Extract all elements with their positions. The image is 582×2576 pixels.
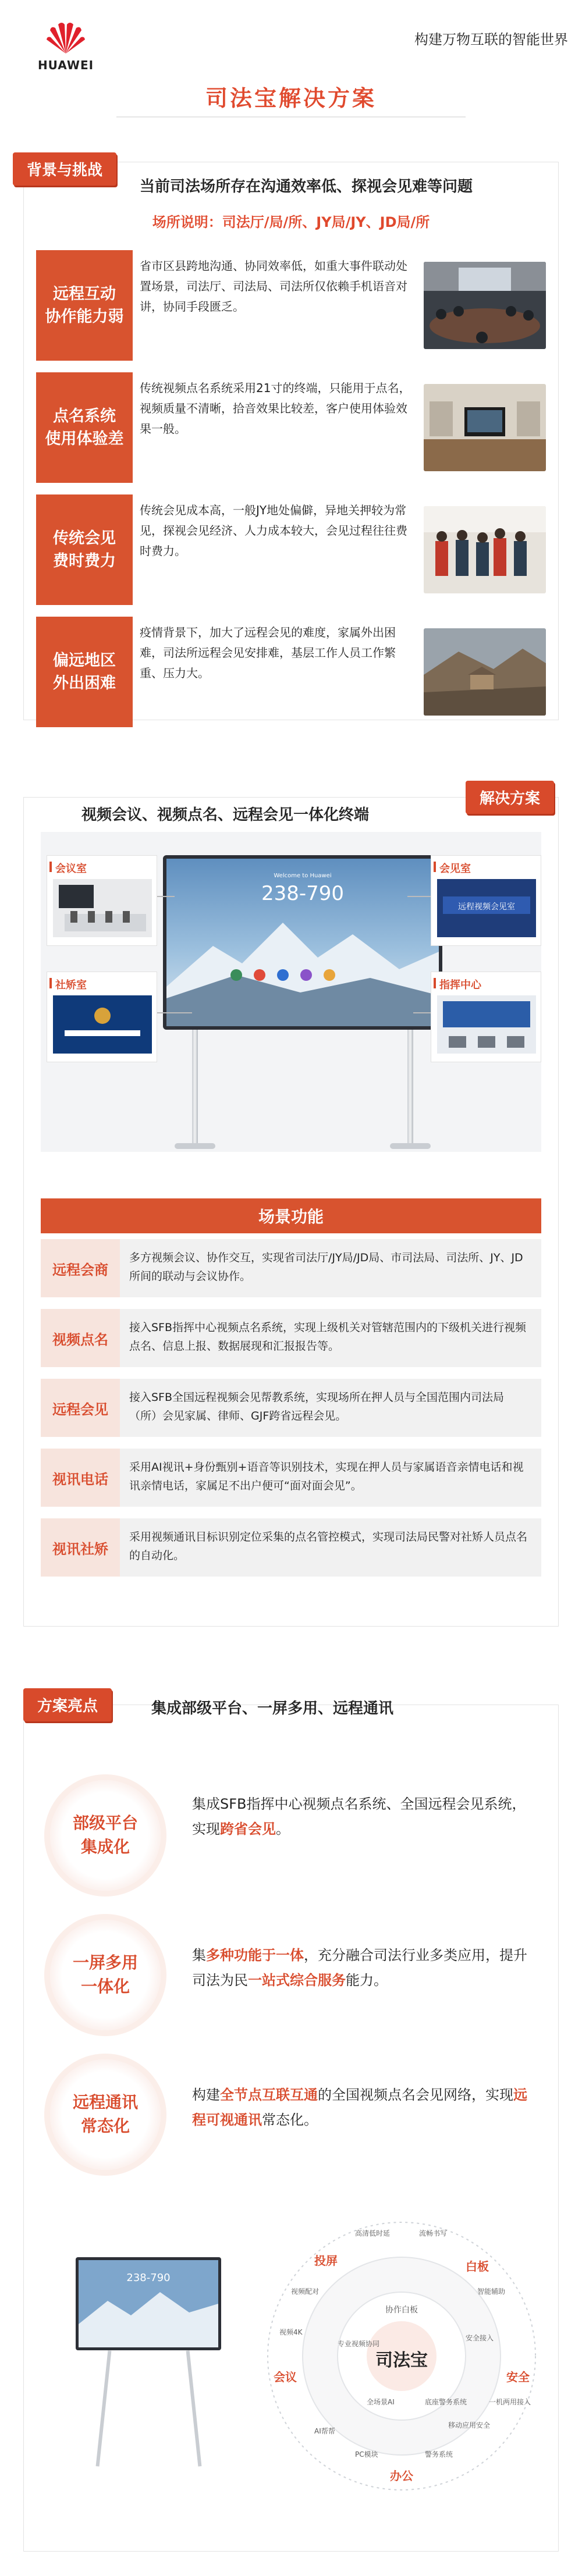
- thumb-meeting-room: [47, 855, 157, 946]
- connector-line: [157, 1012, 192, 1013]
- meeting-room-image: [53, 879, 152, 937]
- device-screen: [76, 2257, 221, 2350]
- ring-center: 司法宝: [375, 2350, 428, 2371]
- rural-photo: [424, 628, 546, 716]
- function-title: 场景功能: [41, 1198, 541, 1233]
- device-number: 238-790: [126, 2272, 171, 2284]
- thumb-label: 会议室: [47, 856, 157, 879]
- connector-line: [157, 896, 175, 897]
- highlight-text: 集成SFB指挥中心视频点名系统、全国远程会见系统，实现跨省会见。: [192, 1796, 526, 1838]
- problem-card: [36, 250, 546, 361]
- function-label: 远程会见: [41, 1379, 120, 1437]
- huawei-logo: [28, 17, 104, 76]
- page-title: 司法宝解决方案: [205, 86, 377, 111]
- ring-sector: 办公: [390, 2469, 413, 2483]
- problem-text: 省市区县跨地沟通、协同效率低，如重大事件联动处置场景，司法厅、司法局、司法所仅依赖手机语音对讲，协同手段匮乏。: [140, 259, 407, 314]
- highlight-text: 集多种功能于一体，充分融合司法行业多类应用，提升司法为民一站式综合服务能力。: [192, 1947, 527, 1989]
- function-text: 采用AI视讯+身份甄别+语音等识别技术，实现在押人员与家属语音亲情电话和视讯亲情电话，家属足不出户便可“面对面会见”。: [129, 1461, 524, 1493]
- problem-card: [36, 372, 546, 483]
- problem-text: 传统视频点名系统采用21寸的终端，只能用于点名，视频质量不清晰，拾音效果比较差，客户使用体验效果一般。: [140, 381, 411, 436]
- connector-line: [407, 896, 431, 897]
- ring-item: 流畅书写: [419, 2229, 448, 2237]
- problem-card: [36, 617, 546, 727]
- crowd-photo: [424, 506, 546, 593]
- function-row: [41, 1379, 541, 1437]
- ring-item: PC模块: [355, 2450, 378, 2458]
- thumb-label: 指挥中心: [431, 972, 541, 995]
- problem-text: 传统会见成本高，一般JY地处偏僻，异地关押较为常见，探视会见经济、人力成本较大，会见过程往往费时费力。: [140, 503, 407, 558]
- title-divider: [116, 116, 466, 118]
- function-label: 视讯社矫: [41, 1518, 120, 1577]
- ring-item: 移动应用安全: [448, 2421, 491, 2429]
- function-row: [41, 1518, 541, 1577]
- thumb-command-center: [431, 972, 541, 1062]
- section-tag-highlights: 方案亮点: [23, 1688, 112, 1721]
- terminal-photo: [424, 384, 546, 471]
- ring-sector: 会议: [274, 2370, 297, 2384]
- visit-room-image: [437, 879, 536, 937]
- ring-item: 全场景AI: [367, 2398, 395, 2406]
- function-row: [41, 1449, 541, 1507]
- thumb-visit-room: [431, 855, 541, 946]
- svg-text:远程视频会见室: 远程视频会见室: [458, 902, 515, 912]
- slogan: 构建万物互联的智能世界: [414, 31, 568, 48]
- function-row: [41, 1239, 541, 1297]
- meeting-room-photo: [424, 262, 546, 349]
- command-center-image: [437, 995, 536, 1054]
- ring-item: 智能辅助: [477, 2287, 506, 2296]
- ring-item: 警务系统: [425, 2450, 453, 2458]
- ring-inner: 协作白板: [385, 2305, 418, 2315]
- screen-wallpaper: [166, 859, 439, 1026]
- section-heading: 当前司法场所存在沟通效率低、探视会见难等问题: [140, 178, 473, 195]
- brand-text: HUAWEI: [37, 58, 94, 72]
- problem-label: 点名系统 使用体验差: [36, 372, 133, 483]
- section-heading: 视频会议、视频点名、远程会见一体化终端: [81, 806, 370, 824]
- capability-ring: [256, 2211, 547, 2502]
- thumb-label: 社矫室: [47, 972, 157, 995]
- stand-foot: [390, 1143, 431, 1149]
- ring-item: 底座警务系统: [425, 2398, 467, 2406]
- problem-label: 远程互动 协作能力弱: [36, 250, 133, 361]
- highlight-circle: 远程通讯 常态化: [50, 2059, 161, 2170]
- highlight-text: 构建全节点互联互通的全国视频点名会见网络，实现远程可视通讯常态化。: [192, 2087, 527, 2129]
- ring-sector: 白板: [466, 2260, 489, 2273]
- ring-sector: 安全: [506, 2370, 530, 2384]
- screen-subtitle: Welcome to Huawei: [274, 873, 332, 879]
- highlight-circle: 部级平台 集成化: [50, 1780, 161, 1891]
- smart-screen: [163, 855, 442, 1030]
- ring-item: AI帮帮: [314, 2427, 335, 2435]
- correction-room-image: [53, 995, 152, 1054]
- huawei-flower-icon: [45, 20, 86, 55]
- function-row: [41, 1309, 541, 1367]
- ring-item: 视频配对: [291, 2287, 320, 2296]
- ring-item: 视频4K: [279, 2328, 303, 2336]
- section-heading: 集成部级平台、一屏多用、远程通讯: [151, 1700, 394, 1717]
- section-tag-solution: 解决方案: [466, 781, 554, 814]
- function-label: 视讯电话: [41, 1449, 120, 1507]
- function-label: 视频点名: [41, 1309, 120, 1367]
- function-text: 多方视频会议、协作交互，实现省司法厅/JY局/JD局、市司法局、司法所、JY、JD所间的联动与会议协作。: [129, 1251, 523, 1283]
- function-text: 接入SFB全国远程视频会见帮教系统，实现场所在押人员与全国范围内司法局（所）会见家属、律师、GJF跨省远程会见。: [129, 1391, 505, 1423]
- problem-card: [36, 494, 546, 605]
- function-label: 远程会商: [41, 1239, 120, 1297]
- thumb-label: 会见室: [431, 856, 541, 879]
- screen-number: 238-790: [261, 882, 345, 905]
- section-tag-background: 背景与挑战: [13, 152, 116, 186]
- stand-foot: [175, 1143, 215, 1149]
- ring-item: 一机两用接入: [489, 2398, 531, 2406]
- problem-text: 疫情背景下，加大了远程会见的难度，家属外出困难，司法所远程会见安排难，基层工作人员工作繁重、压力大。: [140, 625, 396, 680]
- ring-item: 安全接入: [466, 2334, 494, 2342]
- thumb-correction-room: [47, 972, 157, 1062]
- ring-item: 专业视频协同: [338, 2340, 380, 2348]
- ring-sector: 投屏: [314, 2254, 338, 2268]
- function-text: 采用视频通讯目标识别定位采集的点名管控模式，实现司法局民警对社矫人员点名的自动化。: [129, 1531, 528, 1563]
- problem-label: 传统会见 费时费力: [36, 494, 133, 605]
- ring-item: 高清低时延: [355, 2229, 391, 2237]
- section-subheading: 场所说明：司法厅/局/所、JY局/JY、JD局/所: [152, 214, 430, 230]
- problem-label: 偏远地区 外出困难: [36, 617, 133, 727]
- highlight-circle: 一屏多用 一体化: [50, 1920, 161, 2030]
- connector-line: [413, 1012, 431, 1013]
- function-text: 接入SFB指挥中心视频点名系统，实现上级机关对管辖范围内的下级机关进行视频点名、信息上报、数据展现和汇报报告等。: [129, 1321, 527, 1353]
